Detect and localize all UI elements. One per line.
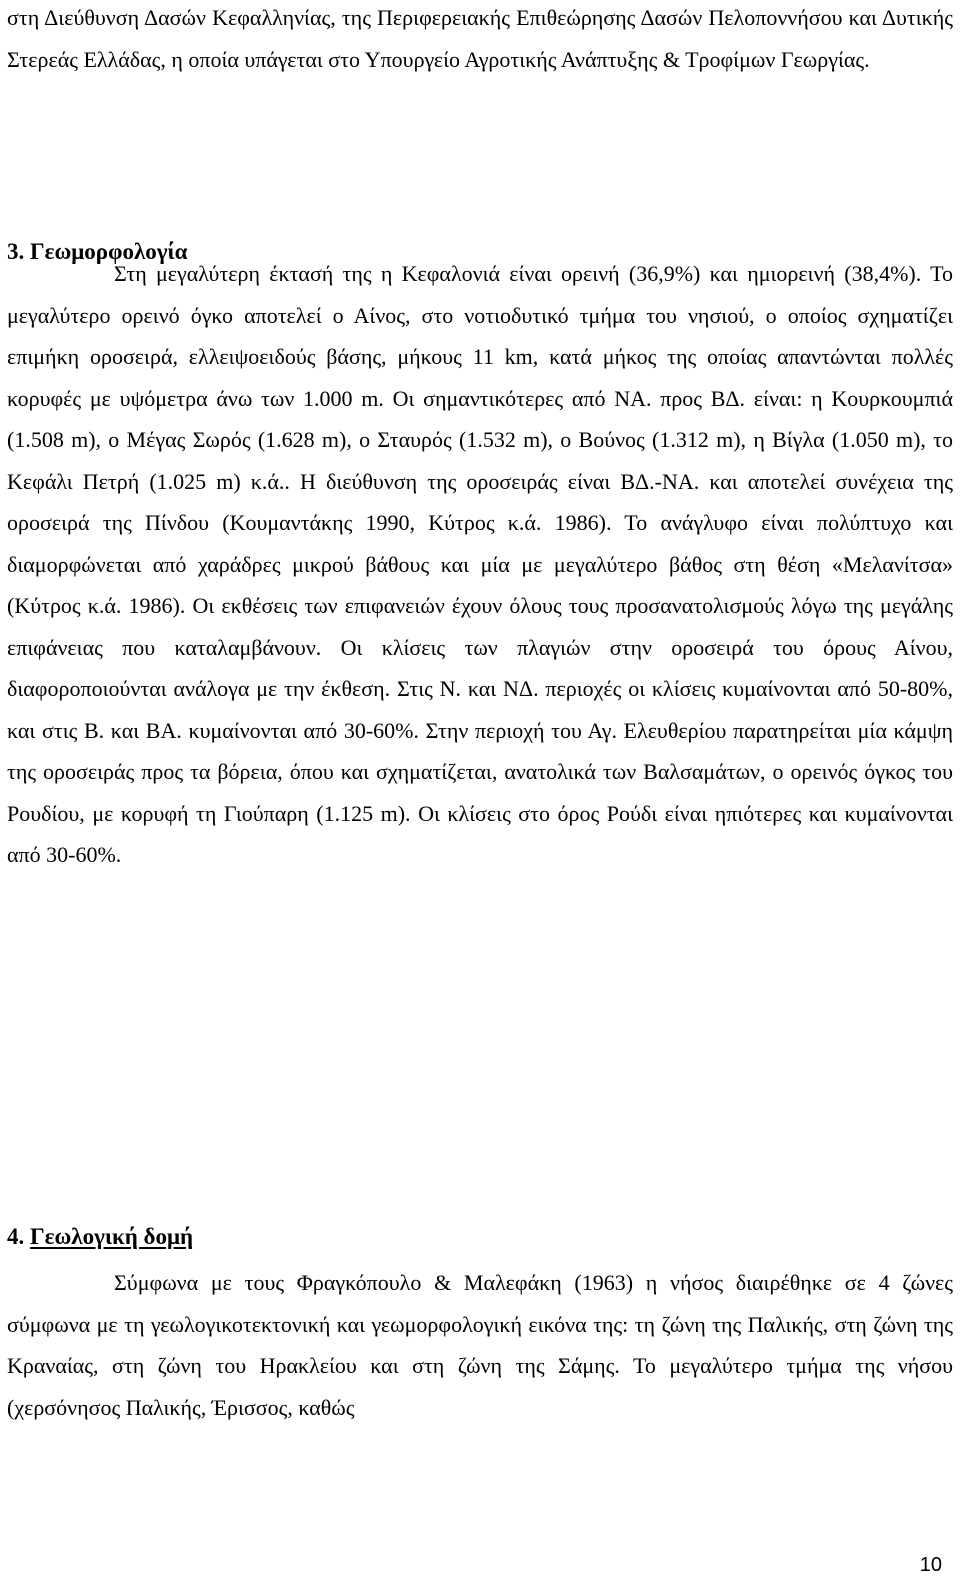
section-heading-geology — [7, 1222, 193, 1252]
section-title: Γεωμορφολογία — [30, 239, 188, 264]
section-number: 3. — [7, 239, 25, 264]
geomorphology-paragraph: Στη μεγαλύτερη έκτασή της η Κεφαλονιά είναι ορεινή (36,9%) και ημιορεινή (38,4%). Το μεγαλύτερο ορεινό όγκο αποτελεί ο Αίνος, στο νοτιοδυτικό τμήμα του νησιού, ο οποίος σχηματίζει επιμήκη οροσειρά, ελλειψοειδούς βάσης, μήκους 11 km, κατά μήκος της οποίας απαντώνται πολλές κορυφές με υψόμετρα άνω των 1.000 m. Οι σημαντικότερες από ΝΑ. προς ΒΔ. είναι: η Κουρκουμπιά (1.508 m), ο Μέγας Σωρός (1.628 m), ο Σταυρός (1.532 m), ο Βούνος (1.312 m), η Βίγλα (1.050 m), το Κεφάλι Πετρή (1.025 m) κ.ά.. Η διεύθυνση της οροσειράς είναι ΒΔ.-ΝΑ. και αποτελεί συνέχεια της οροσειρά της Πίνδου (Κουμαντάκης 1990, Κύτρος κ.ά. 1986). Το ανάγλυφο είναι πολύπτυχο και διαμορφώνεται από χαράδρες μικρού βάθους και μία με μεγαλύτερο βάθος στη θέση «Μελανίτσα» (Κύτρος κ.ά. 1986). Οι εκθέσεις των επιφανειών έχουν όλους τους προσανατολισμούς λόγω της μεγάλης επιφάνειας που καταλαμβάνουν. Οι κλίσεις των πλαγιών στην οροσειρά του όρους Αίνου, διαφοροποιούνται ανάλογα με την έκθεση. Στις Ν. και ΝΔ. περιοχές οι κλίσεις κυμαίνονται από 50-80%, και στις Β. και ΒΑ. κυμαίνονται από 30-60%. Στην περιοχή του Αγ. Ελευθερίου παρατηρείται μία κάμψη της οροσειράς προς τα βόρεια, όπου και σχηματίζεται, ανατολικά των Βαλσαμάτων, ο ορεινός όγκος του Ρουδίου, με κορυφή τη Γιούπαρη (1.125 m). Οι κλίσεις στο όρος Ρούδι είναι ηπιότερες και κυμαίνονται από 30-60%. — [7, 261, 953, 867]
continuation-paragraph: στη Διεύθυνση Δασών Κεφαλληνίας, της Περιφερειακής Επιθεώρησης Δασών Πελοποννήσου και Δυτικής Στερεάς Ελλάδας, η οποία υπάγεται στο Υπουργείο Αγροτικής Ανάπτυξης & Τροφίμων Γεωργίας. — [7, 5, 953, 72]
geology-paragraph: Σύμφωνα με τους Φραγκόπουλο & Μαλεφάκη (1963) η νήσος διαιρέθηκε σε 4 ζώνες σύμφωνα με τη γεωλογικοτεκτονική και γεωμορφολογική εικόνα της: τη ζώνη της Παλικής, στη ζώνη της Κραναίας, στη ζώνη του Ηρακλείου και στη ζώνη της Σάμης. Το μεγαλύτερο τμήμα της νήσου (χερσόνησος Παλικής, Έρισσος, καθώς — [7, 1270, 953, 1420]
section-number: 4. — [7, 1224, 25, 1249]
page-number: 10 — [919, 1554, 942, 1576]
section-title: Γεωλογική δομή — [30, 1224, 194, 1249]
